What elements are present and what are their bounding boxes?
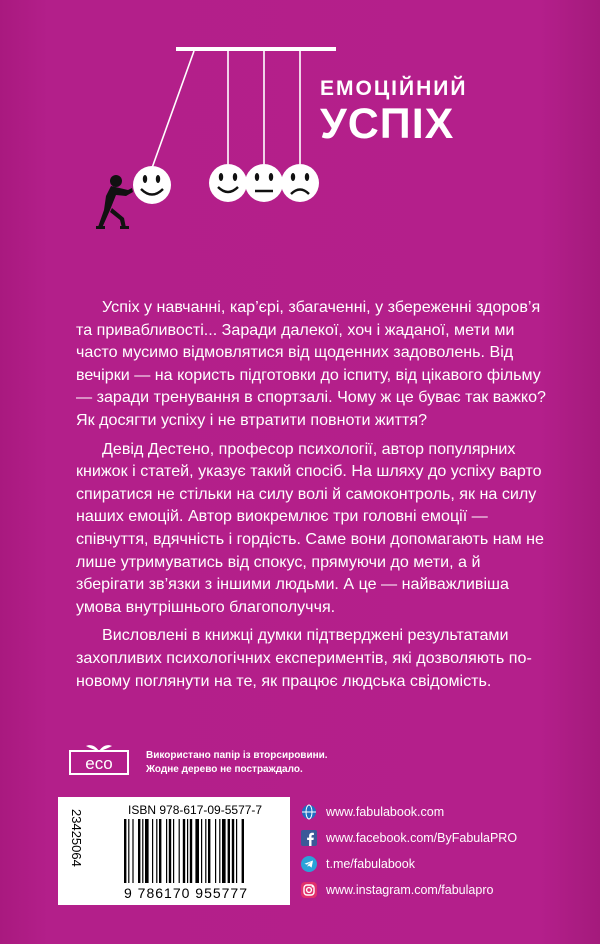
barcode-bar	[187, 819, 188, 883]
barcode-panel	[58, 797, 290, 905]
eco-logo-icon	[68, 742, 130, 776]
description-paragraph: Успіх у навчанні, кар’єрі, збагаченні, у збереженні здоров’я та привабливості... Заради далекої, хоч і жаданої, мети ми часто мусимо відмовлятися від щоденних задоволень. Від вечірки — на користь підготовки до іспиту, від цікавого фільму — заради тренування в спортзалі. Чому ж це буває так важко? Як досягти успіху і не втратити повноти життя?	[76, 298, 546, 429]
link-instagram[interactable]	[300, 877, 560, 902]
cradle-string	[152, 51, 194, 168]
barcode-icon	[122, 819, 282, 883]
eco-badge-label: eco	[85, 754, 113, 773]
facebook-link-text[interactable]: www.facebook.com/ByFabulaPRO	[326, 830, 518, 845]
barcode-bar	[222, 819, 226, 883]
side-code-text: 23425064	[69, 809, 84, 867]
barcode-bar	[242, 819, 244, 883]
title-line-1: ЕМОЦІЙНИЙ	[320, 77, 468, 100]
globe-icon	[300, 803, 318, 821]
barcode-bar	[145, 819, 149, 883]
happy-face-icon	[133, 166, 171, 204]
link-telegram[interactable]	[300, 851, 560, 876]
book-title	[320, 78, 520, 146]
newtons-cradle-illustration	[80, 40, 350, 240]
eco-note-line-2: Жодне дерево не постраждало.	[146, 764, 303, 775]
sad-face-icon	[281, 164, 319, 202]
barcode-bar	[128, 819, 129, 883]
barcode-bar	[228, 819, 230, 883]
description-paragraph: Девід Дестено, професор психології, автор популярних книжок і статей, указує такий спосіб. На шляху до успіху варто спиратися не стільки на силу волі й самоконтроль, як на силу наших емоцій. Автор виокремлює три головні емоції — співчуття, вдячність і гордість. Саме вони допомагають нам не лише утримуватись від спокус, прямуючи до мети, а й зберігати зв’язки з іншими людьми. А це — найважливіша умова внутрішнього благополуччя.	[76, 439, 544, 616]
eco-note-line-1: Використано папір із вторсировини.	[146, 750, 328, 761]
book-description	[76, 296, 546, 698]
barcode-digits: 9 786170 955777	[124, 885, 248, 901]
facebook-icon	[300, 829, 318, 847]
description-paragraph: Висловлені в книжці думки підтверджені результатами захопливих психологічних експериментів, які дозволяють по-новому поглянути на те, як працює людська свідомість.	[76, 626, 532, 690]
barcode-bar	[124, 819, 126, 883]
barcode-bar	[201, 819, 202, 883]
barcode-bar	[215, 819, 216, 883]
barcode-bar	[205, 819, 206, 883]
barcode-bar	[190, 819, 192, 883]
barcode-bar	[208, 819, 210, 883]
barcode-bar	[219, 819, 220, 883]
barcode-bar	[236, 819, 237, 883]
barcode-bar	[195, 819, 199, 883]
pushing-man-silhouette	[96, 175, 133, 229]
barcode-bar	[183, 819, 185, 883]
cradle-bar	[176, 47, 336, 51]
barcode-bar	[169, 819, 171, 883]
instagram-icon	[300, 881, 318, 899]
happy-face-icon	[209, 164, 247, 202]
instagram-link-text[interactable]: www.instagram.com/fabulapro	[326, 882, 494, 897]
barcode-bar	[132, 819, 133, 883]
barcode-bar	[232, 819, 234, 883]
link-website[interactable]	[300, 799, 560, 824]
barcode-bar	[142, 819, 143, 883]
neutral-face-icon	[245, 164, 283, 202]
telegram-icon	[300, 855, 318, 873]
side-code-barcode	[60, 805, 84, 897]
telegram-link-text[interactable]: t.me/fabulabook	[326, 856, 415, 871]
barcode-bar	[173, 819, 174, 883]
barcode-bar	[179, 819, 180, 883]
eco-note	[146, 749, 328, 777]
barcode-bar	[166, 819, 167, 883]
isbn-number: ISBN 978-617-09-5577-7	[128, 803, 263, 817]
publisher-links	[300, 799, 560, 903]
link-facebook[interactable]	[300, 825, 560, 850]
title-line-2: УСПІХ	[320, 100, 455, 148]
barcode-bar	[159, 819, 161, 883]
website-link-text[interactable]: www.fabulabook.com	[326, 804, 445, 819]
barcode-bar	[138, 819, 140, 883]
barcode-bar	[152, 819, 153, 883]
barcode-bar	[156, 819, 157, 883]
